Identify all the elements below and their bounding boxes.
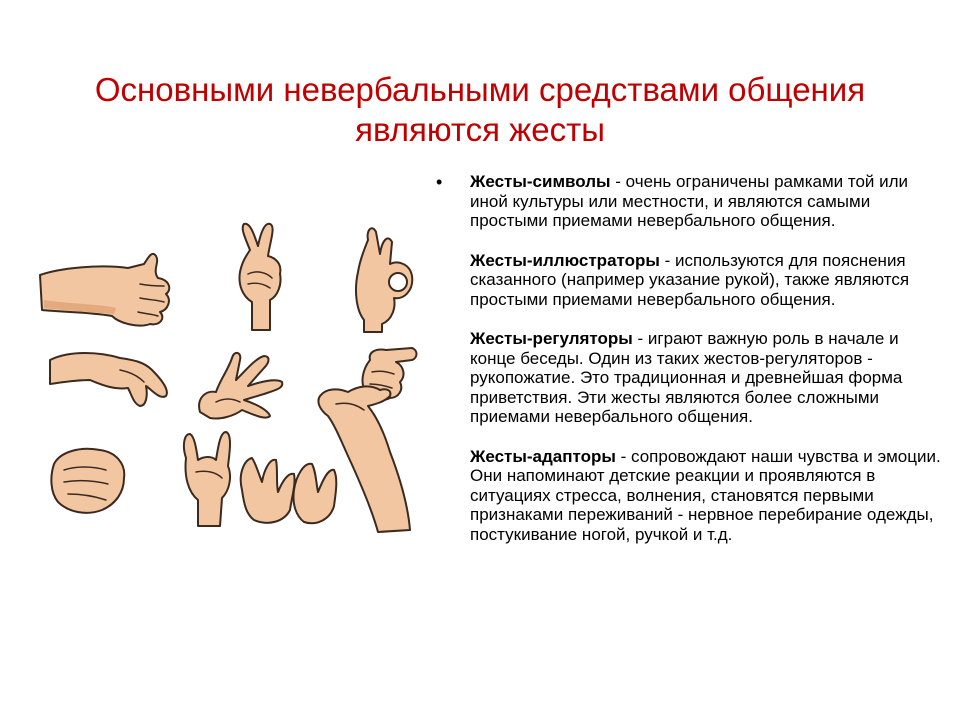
bullet-marker: •	[436, 172, 443, 192]
gestures-illustration	[20, 220, 420, 550]
spread-fingers-icon	[199, 353, 282, 419]
slide-title	[40, 70, 920, 150]
horns-sign-icon	[184, 432, 230, 526]
gesture-types-list	[436, 172, 944, 564]
text-illustrators: - используются для пояснения сказанного (например указание рукой), также являются простыми приемами невербального общения.	[470, 250, 910, 309]
term-adaptors: Жесты-адапторы	[470, 446, 616, 466]
thumbs-up-icon	[40, 254, 169, 326]
term-symbols: Жесты-символы	[470, 172, 611, 191]
text-symbols: - очень ограничены рамками той или иной культуры или местности, и являются самыми простыми приемами невербального общения.	[470, 172, 909, 230]
victory-sign-icon	[240, 224, 281, 330]
list-item	[436, 172, 944, 564]
open-palms-icon	[241, 458, 337, 523]
title-line-1: Основными невербальными средствами общения	[94, 71, 866, 109]
paragraph-regulators	[470, 329, 944, 427]
paragraph-adaptors	[470, 447, 944, 545]
ok-sign-icon	[356, 228, 412, 332]
gestures-svg	[20, 220, 420, 550]
paragraph-symbols	[470, 172, 944, 231]
bullet-body	[470, 172, 944, 564]
text-regulators: - играют важную роль в начале и конце беседы. Один из таких жестов-регуляторов - рукопожатие. Это традиционная и древнейшая форма приветствия. Эти жесты являются более сложными приемами невербального общения.	[470, 329, 903, 426]
title-line-2: являются жесты	[355, 111, 605, 149]
paragraph-illustrators	[470, 251, 944, 310]
text-adaptors: - сопровождают наши чувства и эмоции. Они напоминают детские реакции и проявляются в ситуациях стресса, волнения, становятся первыми признаками переживаний - нервное перебирание одежды, постукивание ногой, ручкой и т.д.	[470, 446, 941, 544]
term-illustrators: Жесты-иллюстраторы	[470, 250, 660, 270]
hand-reaching-icon	[50, 353, 167, 406]
term-regulators: Жесты-регуляторы	[470, 329, 633, 348]
fist-icon	[51, 449, 124, 513]
